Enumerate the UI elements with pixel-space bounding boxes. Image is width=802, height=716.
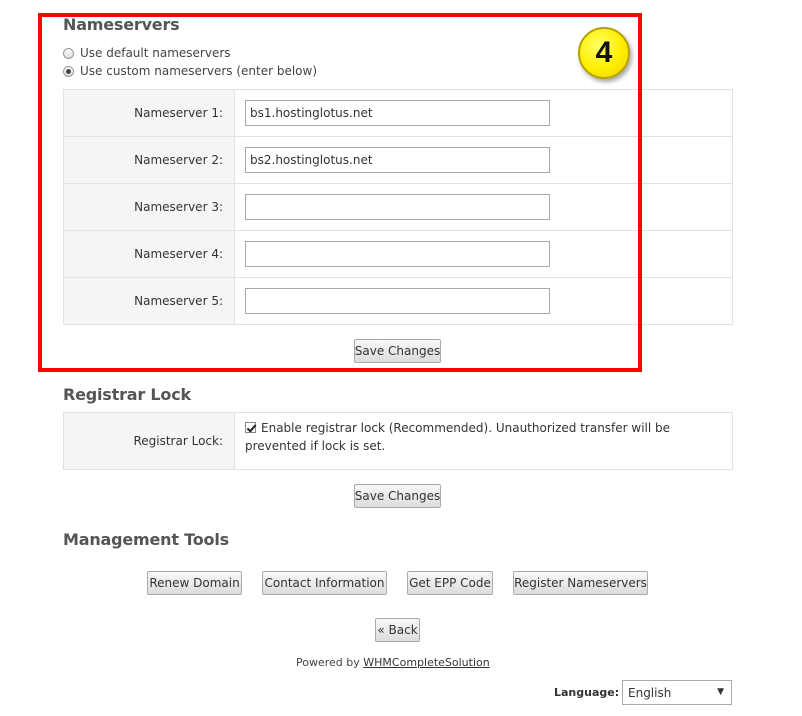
nameserver-2-label: Nameserver 2: [64, 137, 235, 183]
registrar-lock-text: Enable registrar lock (Recommended). Unauthorized transfer will be prevented if lock is set. [245, 421, 671, 453]
registrar-lock-table [63, 412, 733, 470]
registrar-lock-label: Registrar Lock: [64, 413, 235, 469]
language-label: Language: [554, 686, 620, 699]
language-select[interactable] [622, 680, 732, 705]
nameserver-1-label: Nameserver 1: [64, 90, 235, 136]
radio-custom-label: Use custom nameservers (enter below) [80, 64, 317, 78]
whmcs-link[interactable]: WHMCompleteSolution [363, 656, 490, 669]
nameservers-title: Nameservers [63, 15, 180, 34]
registrar-lock-row [64, 413, 732, 469]
nameservers-save-button[interactable]: Save Changes [354, 339, 441, 363]
registrar-lock-title: Registrar Lock [63, 385, 191, 404]
nameserver-4-label: Nameserver 4: [64, 231, 235, 277]
nameserver-3-label: Nameserver 3: [64, 184, 235, 230]
back-button[interactable]: « Back [375, 618, 420, 642]
powered-by-text: Powered by [296, 656, 360, 669]
management-tools-title: Management Tools [63, 530, 229, 549]
step-number-badge: 4 [578, 27, 630, 79]
chevron-down-icon: ▼ [717, 687, 724, 697]
registrar-lock-save-button[interactable]: Save Changes [354, 484, 441, 508]
powered-by [296, 656, 490, 669]
nameserver-5-label: Nameserver 5: [64, 278, 235, 324]
registrar-lock-option[interactable] [235, 413, 732, 469]
registrar-lock-checkbox[interactable] [245, 422, 256, 433]
get-epp-code-button[interactable]: Get EPP Code [407, 571, 493, 595]
radio-default-label: Use default nameservers [80, 46, 231, 60]
language-value: English [628, 685, 672, 700]
register-nameservers-button[interactable]: Register Nameservers [513, 571, 648, 595]
annotation-highlight-box [38, 13, 642, 372]
renew-domain-button[interactable]: Renew Domain [147, 571, 242, 595]
contact-information-button[interactable]: Contact Information [262, 571, 387, 595]
